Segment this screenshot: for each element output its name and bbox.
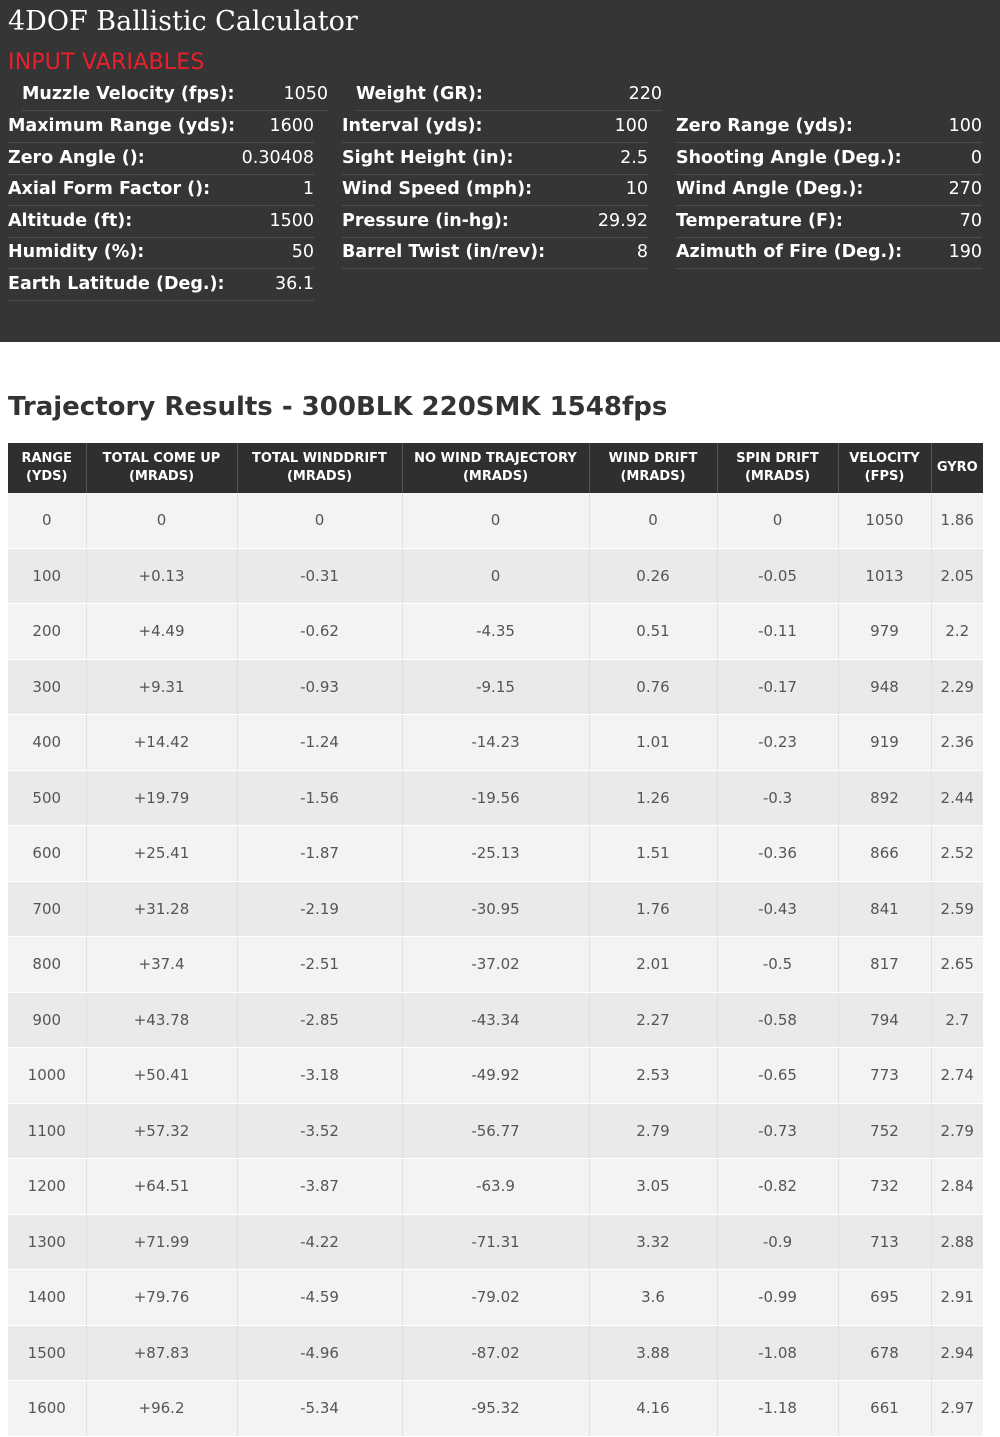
- cell-no-wind-trajectory: -30.95: [402, 881, 589, 937]
- field-value: 70: [959, 211, 982, 231]
- cell-wind-drift: 2.01: [589, 937, 717, 993]
- table-row: [8, 604, 983, 660]
- cell-gyro: 2.29: [931, 659, 983, 715]
- cell-velocity: 919: [838, 715, 931, 771]
- cell-velocity: 794: [838, 992, 931, 1048]
- cell-velocity: 773: [838, 1048, 931, 1104]
- cell-total-winddrift: -5.34: [237, 1381, 402, 1437]
- cell-wind-drift: 1.26: [589, 770, 717, 826]
- field-label: Zero Angle ():: [8, 148, 145, 168]
- cell-no-wind-trajectory: 0: [402, 548, 589, 604]
- field-value: 1600: [269, 116, 314, 136]
- column-header-total-winddrift: [237, 443, 402, 493]
- table-row: [8, 1103, 983, 1159]
- field-wind-angle[interactable]: [676, 175, 982, 206]
- cell-no-wind-trajectory: -14.23: [402, 715, 589, 771]
- column-header-range: [8, 443, 86, 493]
- cell-velocity: 661: [838, 1381, 931, 1437]
- table-row: [8, 1048, 983, 1104]
- cell-velocity: 841: [838, 881, 931, 937]
- cell-no-wind-trajectory: -79.02: [402, 1270, 589, 1326]
- cell-no-wind-trajectory: 0: [402, 493, 589, 548]
- cell-total-winddrift: -4.59: [237, 1270, 402, 1326]
- field-altitude[interactable]: [8, 207, 314, 238]
- cell-spin-drift: -1.18: [717, 1381, 838, 1437]
- field-value: 1: [302, 179, 314, 199]
- field-earth-latitude[interactable]: [8, 270, 314, 301]
- cell-range: 1600: [8, 1381, 86, 1437]
- column-header-total-come-up: [86, 443, 237, 493]
- field-pressure[interactable]: [342, 207, 648, 238]
- field-label: Weight (GR):: [356, 84, 483, 104]
- cell-gyro: 2.52: [931, 826, 983, 882]
- field-temperature[interactable]: [676, 207, 982, 238]
- cell-spin-drift: -0.5: [717, 937, 838, 993]
- column-header-unit: (YDS): [26, 469, 68, 484]
- column-header-title: TOTAL WINDDRIFT: [252, 451, 387, 466]
- field-label: Azimuth of Fire (Deg.):: [676, 242, 903, 262]
- cell-range: 1000: [8, 1048, 86, 1104]
- cell-velocity: 817: [838, 937, 931, 993]
- cell-total-come-up: 0: [86, 493, 237, 548]
- column-header-title: RANGE: [21, 451, 72, 466]
- table-row: [8, 770, 983, 826]
- cell-gyro: 2.2: [931, 604, 983, 660]
- field-value: 10: [625, 179, 648, 199]
- cell-range: 100: [8, 548, 86, 604]
- table-row: [8, 1270, 983, 1326]
- cell-wind-drift: 0: [589, 493, 717, 548]
- table-row: [8, 715, 983, 771]
- field-maximum-range[interactable]: [8, 112, 314, 143]
- field-zero-range[interactable]: [676, 112, 982, 143]
- cell-spin-drift: -0.11: [717, 604, 838, 660]
- column-header-title: SPIN DRIFT: [736, 451, 819, 466]
- results-title: Trajectory Results - 300BLK 220SMK 1548fps: [8, 392, 668, 422]
- field-value: 0.30408: [241, 148, 314, 168]
- table-row: [8, 826, 983, 882]
- table-row: [8, 1214, 983, 1270]
- field-value: 29.92: [597, 211, 648, 231]
- cell-total-winddrift: 0: [237, 493, 402, 548]
- cell-wind-drift: 1.76: [589, 881, 717, 937]
- column-header-unit: (MRADS): [744, 469, 811, 484]
- cell-spin-drift: -0.82: [717, 1159, 838, 1215]
- column-header-gyro: [931, 443, 983, 493]
- cell-velocity: 948: [838, 659, 931, 715]
- cell-total-come-up: +96.2: [86, 1381, 237, 1437]
- cell-range: 1500: [8, 1325, 86, 1381]
- cell-total-come-up: +31.28: [86, 881, 237, 937]
- cell-total-come-up: +64.51: [86, 1159, 237, 1215]
- cell-total-come-up: +37.4: [86, 937, 237, 993]
- table-row: [8, 493, 983, 548]
- cell-wind-drift: 2.27: [589, 992, 717, 1048]
- input-panel: [0, 0, 1000, 342]
- cell-velocity: 892: [838, 770, 931, 826]
- field-label: Shooting Angle (Deg.):: [676, 148, 902, 168]
- cell-spin-drift: -0.43: [717, 881, 838, 937]
- cell-total-come-up: +19.79: [86, 770, 237, 826]
- cell-no-wind-trajectory: -95.32: [402, 1381, 589, 1437]
- cell-total-come-up: +4.49: [86, 604, 237, 660]
- field-label: Altitude (ft):: [8, 211, 133, 231]
- cell-total-winddrift: -0.93: [237, 659, 402, 715]
- field-value: 2.5: [620, 148, 648, 168]
- field-label: Wind Angle (Deg.):: [676, 179, 864, 199]
- cell-range: 1400: [8, 1270, 86, 1326]
- cell-spin-drift: -0.17: [717, 659, 838, 715]
- cell-gyro: 2.65: [931, 937, 983, 993]
- cell-gyro: 2.84: [931, 1159, 983, 1215]
- cell-total-winddrift: -1.24: [237, 715, 402, 771]
- trajectory-table: [8, 443, 983, 1437]
- field-barrel-twist[interactable]: [342, 238, 648, 269]
- cell-range: 1100: [8, 1103, 86, 1159]
- field-label: Pressure (in-hg):: [342, 211, 509, 231]
- cell-total-winddrift: -4.22: [237, 1214, 402, 1270]
- field-label: Wind Speed (mph):: [342, 179, 533, 199]
- cell-total-come-up: +57.32: [86, 1103, 237, 1159]
- table-row: [8, 992, 983, 1048]
- cell-spin-drift: -1.08: [717, 1325, 838, 1381]
- field-shooting-angle[interactable]: [676, 144, 982, 175]
- cell-no-wind-trajectory: -71.31: [402, 1214, 589, 1270]
- field-label: Interval (yds):: [342, 116, 483, 136]
- input-variables-heading: INPUT VARIABLES: [8, 50, 205, 75]
- table-row: [8, 881, 983, 937]
- column-header-unit: (MRADS): [620, 469, 686, 484]
- cell-no-wind-trajectory: -49.92: [402, 1048, 589, 1104]
- column-header-unit: (MRADS): [128, 469, 195, 484]
- cell-total-come-up: +71.99: [86, 1214, 237, 1270]
- cell-wind-drift: 0.76: [589, 659, 717, 715]
- column-header-unit: (MRADS): [286, 469, 353, 484]
- cell-gyro: 2.97: [931, 1381, 983, 1437]
- field-wind-speed[interactable]: [342, 175, 648, 206]
- field-value: 270: [948, 179, 982, 199]
- table-header-row: [8, 443, 983, 493]
- field-value: 50: [291, 242, 314, 262]
- cell-total-winddrift: -2.19: [237, 881, 402, 937]
- cell-spin-drift: -0.23: [717, 715, 838, 771]
- field-value: 190: [948, 242, 982, 262]
- cell-total-winddrift: -3.18: [237, 1048, 402, 1104]
- cell-range: 300: [8, 659, 86, 715]
- cell-gyro: 2.74: [931, 1048, 983, 1104]
- cell-total-winddrift: -4.96: [237, 1325, 402, 1381]
- field-label: Sight Height (in):: [342, 148, 514, 168]
- cell-gyro: 1.86: [931, 493, 983, 548]
- cell-range: 900: [8, 992, 86, 1048]
- cell-total-winddrift: -3.52: [237, 1103, 402, 1159]
- cell-range: 400: [8, 715, 86, 771]
- cell-range: 500: [8, 770, 86, 826]
- table-row: [8, 937, 983, 993]
- cell-spin-drift: -0.05: [717, 548, 838, 604]
- field-zero-angle[interactable]: [8, 144, 314, 175]
- field-azimuth-of-fire[interactable]: [676, 238, 982, 269]
- field-label: Temperature (F):: [676, 211, 843, 231]
- cell-total-winddrift: -3.87: [237, 1159, 402, 1215]
- cell-wind-drift: 3.05: [589, 1159, 717, 1215]
- column-header-title: TOTAL COME UP: [102, 451, 221, 466]
- cell-range: 600: [8, 826, 86, 882]
- column-header-title: VELOCITY: [849, 451, 920, 466]
- field-label: Earth Latitude (Deg.):: [8, 274, 225, 294]
- field-label: Zero Range (yds):: [676, 116, 853, 136]
- field-value: 220: [628, 84, 662, 104]
- cell-gyro: 2.94: [931, 1325, 983, 1381]
- cell-wind-drift: 3.88: [589, 1325, 717, 1381]
- field-label: Maximum Range (yds):: [8, 116, 236, 136]
- cell-no-wind-trajectory: -9.15: [402, 659, 589, 715]
- cell-velocity: 752: [838, 1103, 931, 1159]
- cell-velocity: 866: [838, 826, 931, 882]
- table-row: [8, 1159, 983, 1215]
- column-header-unit: (FPS): [864, 469, 905, 484]
- cell-wind-drift: 0.51: [589, 604, 717, 660]
- cell-gyro: 2.05: [931, 548, 983, 604]
- cell-wind-drift: 1.51: [589, 826, 717, 882]
- cell-velocity: 695: [838, 1270, 931, 1326]
- cell-range: 700: [8, 881, 86, 937]
- cell-wind-drift: 3.6: [589, 1270, 717, 1326]
- field-sight-height[interactable]: [342, 144, 648, 175]
- field-value: 1050: [283, 84, 328, 104]
- cell-spin-drift: -0.73: [717, 1103, 838, 1159]
- field-label: Axial Form Factor ():: [8, 179, 211, 199]
- cell-wind-drift: 1.01: [589, 715, 717, 771]
- column-header-title: GYRO: [936, 460, 978, 475]
- cell-velocity: 979: [838, 604, 931, 660]
- column-header-spin-drift: [717, 443, 838, 493]
- column-header-no-wind-trajectory: [402, 443, 589, 493]
- field-interval[interactable]: [342, 112, 648, 143]
- cell-total-winddrift: -2.51: [237, 937, 402, 993]
- cell-spin-drift: -0.3: [717, 770, 838, 826]
- cell-range: 800: [8, 937, 86, 993]
- field-value: 8: [636, 242, 648, 262]
- cell-spin-drift: -0.9: [717, 1214, 838, 1270]
- cell-gyro: 2.59: [931, 881, 983, 937]
- field-label: Muzzle Velocity (fps):: [22, 84, 235, 104]
- cell-no-wind-trajectory: -56.77: [402, 1103, 589, 1159]
- cell-no-wind-trajectory: -37.02: [402, 937, 589, 993]
- cell-total-come-up: +87.83: [86, 1325, 237, 1381]
- field-muzzle-velocity[interactable]: [22, 80, 328, 111]
- table-row: [8, 548, 983, 604]
- cell-wind-drift: 2.79: [589, 1103, 717, 1159]
- field-label: Barrel Twist (in/rev):: [342, 242, 546, 262]
- cell-total-winddrift: -2.85: [237, 992, 402, 1048]
- column-header-velocity: [838, 443, 931, 493]
- cell-gyro: 2.79: [931, 1103, 983, 1159]
- cell-velocity: 732: [838, 1159, 931, 1215]
- cell-total-winddrift: -1.56: [237, 770, 402, 826]
- field-value: 100: [614, 116, 648, 136]
- cell-velocity: 1013: [838, 548, 931, 604]
- cell-total-come-up: +43.78: [86, 992, 237, 1048]
- cell-range: 200: [8, 604, 86, 660]
- cell-range: 0: [8, 493, 86, 548]
- cell-no-wind-trajectory: -4.35: [402, 604, 589, 660]
- cell-wind-drift: 3.32: [589, 1214, 717, 1270]
- cell-gyro: 2.91: [931, 1270, 983, 1326]
- column-header-title: NO WIND TRAJECTORY: [414, 451, 577, 466]
- cell-range: 1300: [8, 1214, 86, 1270]
- cell-spin-drift: -0.65: [717, 1048, 838, 1104]
- cell-no-wind-trajectory: -25.13: [402, 826, 589, 882]
- cell-gyro: 2.44: [931, 770, 983, 826]
- column-header-title: WIND DRIFT: [608, 451, 698, 466]
- cell-total-winddrift: -0.31: [237, 548, 402, 604]
- cell-total-come-up: +9.31: [86, 659, 237, 715]
- cell-no-wind-trajectory: -63.9: [402, 1159, 589, 1215]
- cell-total-winddrift: -0.62: [237, 604, 402, 660]
- cell-gyro: 2.36: [931, 715, 983, 771]
- cell-total-come-up: +25.41: [86, 826, 237, 882]
- cell-wind-drift: 0.26: [589, 548, 717, 604]
- cell-velocity: 713: [838, 1214, 931, 1270]
- column-header-wind-drift: [589, 443, 717, 493]
- field-label: Humidity (%):: [8, 242, 145, 262]
- field-value: 0: [970, 148, 982, 168]
- cell-wind-drift: 4.16: [589, 1381, 717, 1437]
- field-humidity[interactable]: [8, 238, 314, 269]
- field-axial-form-factor[interactable]: [8, 175, 314, 206]
- column-header-unit: (MRADS): [462, 469, 529, 484]
- cell-gyro: 2.7: [931, 992, 983, 1048]
- cell-spin-drift: 0: [717, 493, 838, 548]
- field-value: 1500: [269, 211, 314, 231]
- cell-total-come-up: +0.13: [86, 548, 237, 604]
- cell-no-wind-trajectory: -87.02: [402, 1325, 589, 1381]
- field-value: 100: [948, 116, 982, 136]
- cell-spin-drift: -0.99: [717, 1270, 838, 1326]
- cell-no-wind-trajectory: -43.34: [402, 992, 589, 1048]
- cell-wind-drift: 2.53: [589, 1048, 717, 1104]
- cell-spin-drift: -0.36: [717, 826, 838, 882]
- cell-range: 1200: [8, 1159, 86, 1215]
- cell-total-come-up: +79.76: [86, 1270, 237, 1326]
- cell-total-winddrift: -1.87: [237, 826, 402, 882]
- cell-spin-drift: -0.58: [717, 992, 838, 1048]
- cell-total-come-up: +50.41: [86, 1048, 237, 1104]
- cell-no-wind-trajectory: -19.56: [402, 770, 589, 826]
- field-value: 36.1: [275, 274, 314, 294]
- cell-velocity: 1050: [838, 493, 931, 548]
- app-title: 4DOF Ballistic Calculator: [8, 6, 358, 37]
- cell-total-come-up: +14.42: [86, 715, 237, 771]
- table-row: [8, 659, 983, 715]
- cell-velocity: 678: [838, 1325, 931, 1381]
- field-weight[interactable]: [356, 80, 662, 111]
- table-row: [8, 1381, 983, 1437]
- table-row: [8, 1325, 983, 1381]
- cell-gyro: 2.88: [931, 1214, 983, 1270]
